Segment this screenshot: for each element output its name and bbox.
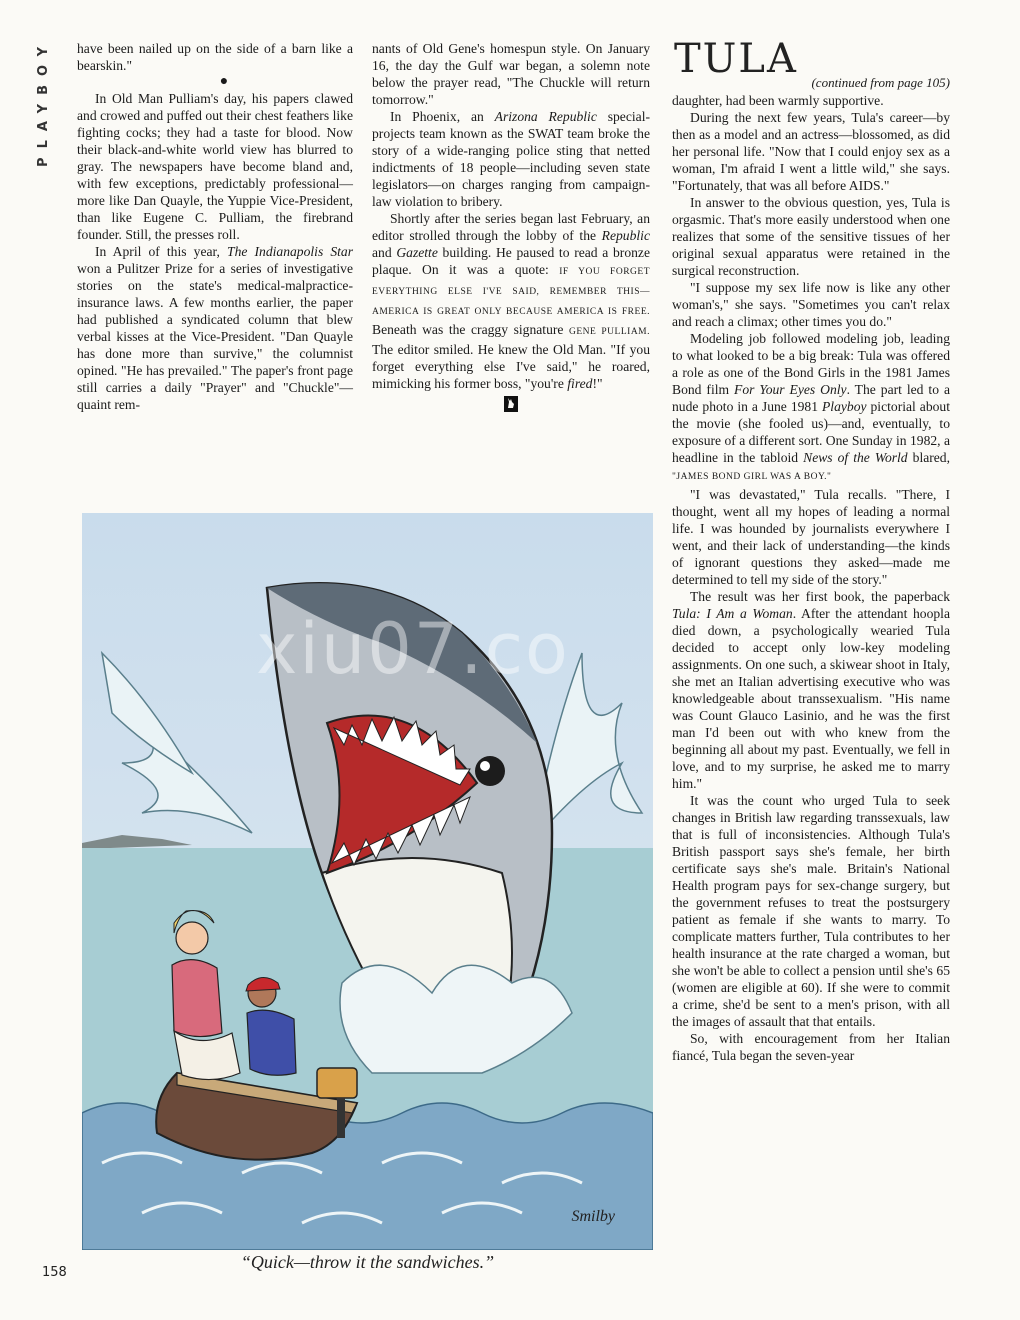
paragraph: nants of Old Gene's homespun style. On January 16, the day the Gulf war began, a solemn note below the prayer read, "The Chuckle will return tomorrow." [372, 41, 650, 107]
paragraph: During the next few years, Tula's career—by then as a model and an actress—blossomed, as did her personal life. "Now that I could enjoy sex as a woman, I'm afraid I went a little wild," she says. "Fortunately, that was all before AIDS." [672, 110, 950, 193]
paragraph: daughter, had been warmly supportive. [672, 93, 884, 108]
paragraph: have been nailed up on the side of a barn like a bearskin." [77, 41, 353, 73]
column-2 [372, 40, 650, 416]
column-1 [77, 40, 353, 413]
paragraph: "I suppose my sex life now is like any other woman's," she says. "Sometimes you can't relax and reach a climax; other times you do." [672, 280, 950, 329]
page-number: 158 [42, 1265, 67, 1280]
cartoon-illustration [82, 513, 653, 1250]
paragraph: The result was her first book, the paperback Tula: I Am a Woman. After the attendant hoopla died down, a psychologically wearied Tula decided to accept only low-key modeling assignments. On one such, a skiwear shoot in Italy, she met an Italian advertising executive who was knowledgeable about transsexualism. "His name was Count Glauco Lasinio, and he was the first man I'd been out with who knew from the beginning all about my past. Eventually, we fell in love, and to my surprise, he asked me to marry him." [672, 589, 950, 791]
masthead: PLAYBOY [36, 38, 51, 167]
paragraph: "I was devastated," Tula recalls. "There, I thought, went all my hopes of leading a normal life. I was hounded by journalists everywhere I went, and their lack of understanding—the kinds of ignorant questions they asked—made me determined to tell my side of the story." [672, 487, 950, 587]
cartoon-caption: “Quick—throw it the sandwiches.” [240, 1252, 495, 1272]
paragraph: In Phoenix, an Arizona Republic special-projects team known as the SWAT team broke the story of a wide-ranging police sting that netted indictments of 18 people—including seven state legislators—on charges ranging from campaign-law violation to bribery. [372, 109, 650, 209]
continued-note: (continued from page 105) [811, 75, 950, 90]
section-bullet: ● [219, 74, 229, 89]
shark-cartoon [82, 513, 653, 1250]
paragraph: Modeling job followed modeling job, leading to what looked to be a big break: Tula was offered a role as one of the Bond Girls in the 1981 James Bond film For Your Eyes Only. The part led to a nude photo in a June 1981 Playboy pictorial about the movie (she fooled us)—and, eventually, to exposure of a different sort. One Sunday in 1982, a headline in the tabloid News of the World blared, "JAMES BOND GIRL WAS A BOY." [672, 331, 951, 482]
paragraph: So, with encouragement from her Italian fiancé, Tula began the seven-year [672, 1031, 950, 1063]
paragraph: In Old Man Pulliam's day, his papers clawed and crowed and puffed out their chest feathers like fighting cocks; they had a taste for blood. Now their black-and-white world view has blurred to gray. The newspapers have become bland and, with few exceptions, predictably professional—more like Dan Quayle, the Yuppie Vice-President, than like Eugene C. Pulliam, the firebrand founder. Still, the presses roll. [77, 91, 353, 242]
paragraph: In April of this year, The Indianapolis Star won a Pulitzer Prize for a series of investigative stories on the state's medical-malpractice-insurance laws. A few months earlier, the paper had published a syndicated column that blew verbal kisses at the Vice-President. "Dan Quayle has done more than survive," the columnist opined. "He has prevailed." The paper's front page still carries a daily "Prayer" and "Chuckle"—quaint rem- [77, 244, 354, 412]
artist-signature: Smilby [571, 1208, 615, 1225]
bunny-logo-icon [504, 396, 518, 412]
column-3 [672, 92, 950, 1064]
end-mark [372, 396, 650, 416]
paragraph: Shortly after the series began last February, an editor strolled through the lobby of the Republic and Gazette building. He paused to read a bronze plaque. On it was a quote: IF YOU FORGET EVERYTHING ELSE I'VE SAID, REMEMBER THIS—AMERICA IS GREAT ONLY BECAUSE AMERICA IS FREE. Beneath was the craggy signature GENE PULLIAM. The editor smiled. He knew the Old Man. "If you forget everything else I've said," he roared, mimicking his former boss, "you're fired!" [372, 211, 651, 391]
paragraph: It was the count who urged Tula to seek changes in British law regarding transsexuals, law that is full of inconsistencies. Although Tula's British passport says she's female, her birth certificate says she's male. Britain's National Health program pays for sex-change surgery, but the government refuses to treat the postsurgery patient as female if she wants to marry. To complicate matters further, Tula contributes to her health insurance at the rate charged a woman, but she won't be able to collect a pension until she's 65 (women are eligible at 60). If she were to commit a crime, she'd be sent to a men's prison, with all the images of assault that that entails. [672, 793, 950, 1029]
paragraph: In answer to the obvious question, yes, Tula is orgasmic. That's more easily understood when one realizes that some of the sensitive tissues of her original sexual apparatus were retained in the surgical reconstruction. [672, 195, 950, 278]
watermark: xiu07.co [256, 608, 570, 690]
article-title: TULA [674, 36, 798, 82]
